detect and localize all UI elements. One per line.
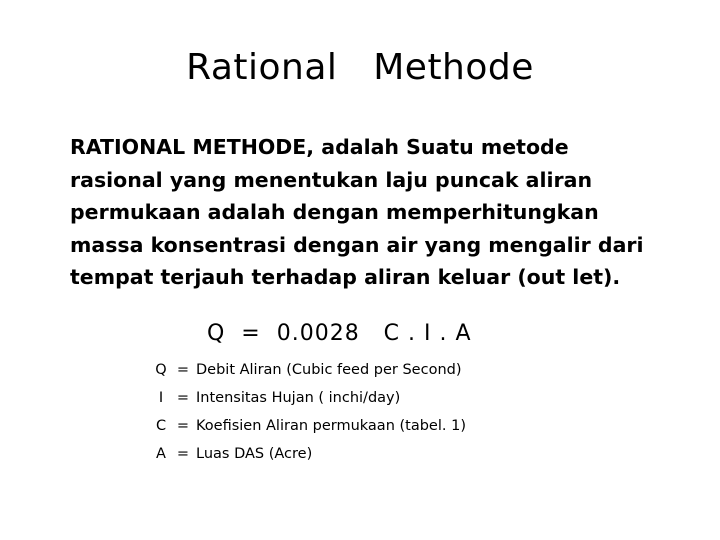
definition-line: tempat terjauh terhadap aliran keluar (out let). [70, 265, 621, 289]
definition-line: massa konsentrasi dengan air yang mengalir dari [70, 232, 644, 257]
legend-description: Koefisien Aliran permukaan (tabel. 1) [196, 418, 466, 434]
legend-symbol: I [158, 390, 164, 406]
legend-row-i [150, 384, 466, 412]
definition-line: RATIONAL METHODE, adalah Suatu metode [70, 135, 569, 159]
legend-description: Debit Aliran (Cubic feed per Second) [196, 362, 462, 378]
slide-title: Rational Methode [186, 47, 534, 88]
legend-description: Intensitas Hujan ( inchi/day) [196, 390, 401, 406]
legend-symbol: A [156, 446, 166, 462]
legend-row-a [150, 440, 466, 468]
legend-symbol: Q [155, 362, 167, 378]
legend-row-c [150, 412, 466, 440]
variable-legend [150, 356, 466, 468]
legend-row-q [150, 356, 466, 384]
legend-equals: = [176, 362, 190, 378]
definition-paragraph [70, 131, 710, 294]
legend-description: Luas DAS (Acre) [196, 446, 313, 462]
rational-formula: Q = 0.0028 C . I . A [207, 321, 472, 346]
legend-symbol: C [155, 418, 167, 434]
legend-equals: = [176, 390, 190, 406]
definition-line: permukaan adalah dengan memperhitungkan [70, 200, 599, 224]
definition-line: rasional yang menentukan laju puncak aliran [70, 167, 593, 192]
legend-equals: = [176, 418, 190, 434]
legend-equals: = [176, 446, 190, 462]
